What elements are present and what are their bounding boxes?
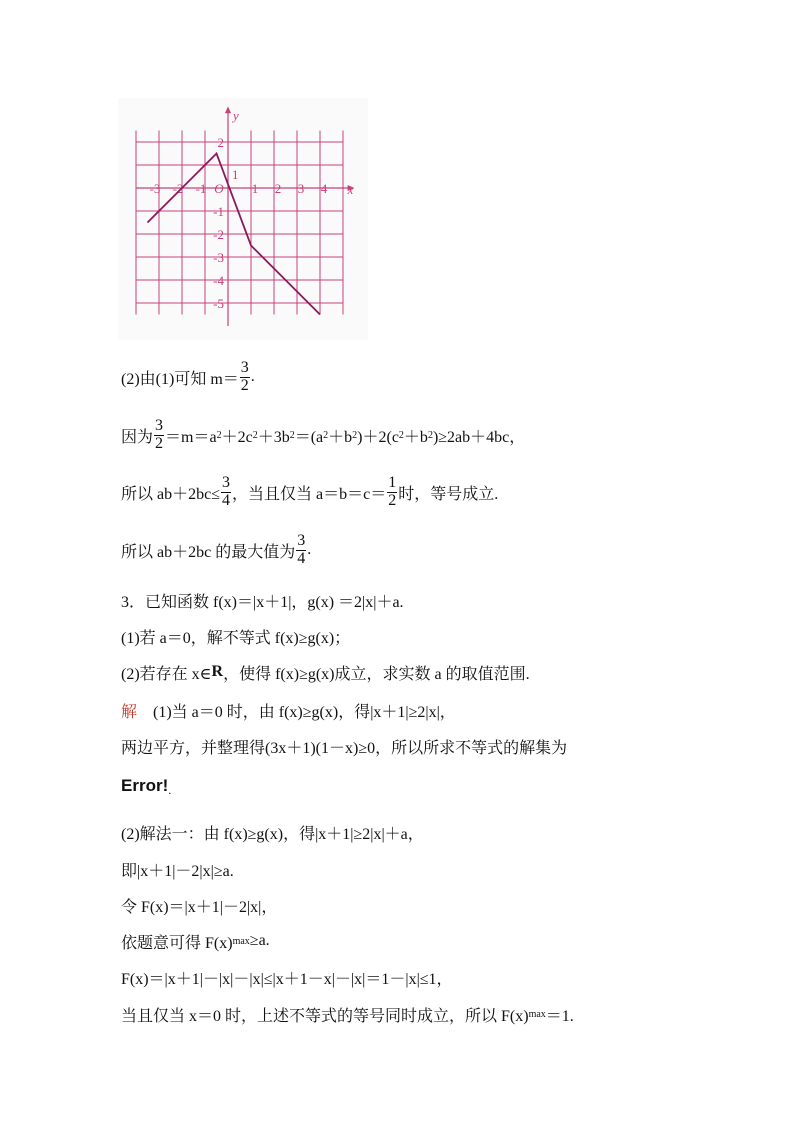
solution-step-equality [121,992,574,1036]
text: 依题意可得 F(x) [121,934,233,952]
fraction-three-halves [240,360,250,395]
y-tick-label: -5 [213,296,224,311]
fraction-three-quarters [221,475,231,510]
denominator: 2 [240,376,249,394]
numerator: 3 [297,531,306,549]
x-tick-label: -2 [172,181,184,196]
numerator: 3 [155,416,164,434]
text: ，使得 f(x)≥g(x)成立，求实数 a 的取值范围. [223,665,530,683]
text: . [168,782,172,797]
x-axis-label: x [347,182,354,197]
problem-3-part1: (1)若 a＝0，解不等式 f(x)≥g(x)； [121,629,351,647]
solution-squaring: 两边平方，并整理得(3x＋1)(1－x)≥0，所以所求不等式的解集为 [121,739,568,757]
fraction-three-halves [154,418,164,453]
y-tick-label: -3 [213,250,224,265]
text: ＋b [328,428,353,446]
origin-label: O [214,181,224,196]
superscript: 2 [289,429,295,441]
y-tick-label: -1 [213,204,224,219]
superscript: 2 [216,429,222,441]
graph-background [118,98,368,340]
solution-step-ie: 即|x＋1|－2|x|≥a. [121,862,234,880]
solution-label: 解 [121,703,138,721]
line-so-inequality [121,470,498,514]
subscript-max: max [528,1008,546,1020]
y-tick-label: 2 [217,135,224,150]
solution-step-let: 令 F(x)＝|x＋1|－2|x|， [121,898,278,916]
y-tick-label: 1 [232,167,239,182]
solution-part2-method1: (2)解法一：由 f(x)≥g(x)，得|x＋1|≥2|x|＋a， [121,825,424,843]
x-tick-label: 1 [251,181,259,196]
text: )＋2(c [357,428,399,446]
fraction-three-quarters [296,533,306,568]
numerator: 1 [388,473,397,491]
numerator: 3 [240,358,249,376]
y-tick-label: -2 [213,227,224,242]
fraction-one-half [387,475,397,510]
y-tick-label: -4 [213,273,224,288]
text: )≥2ab＋4bc， [432,428,526,446]
text: ＋3b [257,428,290,446]
error-placeholder-line [121,764,171,808]
text: 所以 ab＋2bc≤ [121,485,220,503]
text: (2)若存在 x∈ [121,665,212,683]
text: ＋b [403,428,428,446]
error-text: Error! [121,776,169,795]
text: . [250,368,255,385]
text: 当且仅当 x＝0 时，上述不等式的等号同时成立，所以 F(x) [121,1007,529,1025]
line-because [121,413,525,457]
line-max-value [121,528,311,572]
text: 时，等号成立. [398,485,499,503]
text: ＝(a [294,428,324,446]
x-tick-label: 3 [297,181,305,196]
x-tick-label: -3 [149,181,161,196]
superscript: 2 [252,429,258,441]
text: (2)由(1)可知 m＝ [121,370,239,388]
text: ≥a. [249,932,270,949]
text: 因为 [121,428,154,446]
text: . [307,541,312,558]
text: ＝m＝a [165,428,217,446]
superscript: 2 [427,429,433,441]
subscript-max: max [232,935,250,947]
denominator: 2 [388,491,397,509]
text: 所以 ab＋2bc 的最大值为 [121,543,296,561]
text: ，当且仅当 a＝b＝c＝ [232,485,387,503]
text: ＝1. [545,1007,574,1025]
denominator: 2 [155,434,164,452]
superscript: 2 [352,429,358,441]
y-axis-label: y [233,107,239,123]
text: (1)当 a＝0 时，由 f(x)≥g(x)，得|x＋1|≥2|x|， [153,703,456,721]
superscript: 2 [398,429,404,441]
x-tick-label: 4 [320,181,328,196]
denominator: 4 [222,491,230,509]
piecewise-function-graph [118,98,368,340]
denominator: 4 [297,549,306,567]
x-tick-label: -1 [195,181,207,196]
text: ＋2c [221,428,253,446]
line-part2-intro [121,355,255,399]
solution-step-bound: F(x)＝|x＋1|－|x|－|x|≤|x＋1－x|－|x|＝1－|x|≤1， [121,970,453,988]
numerator: 3 [222,473,230,491]
real-numbers-symbol: R [211,663,224,680]
x-tick-label: 2 [274,181,282,196]
problem-3-statement: 3．已知函数 f(x)＝|x＋1|，g(x) ＝2|x|＋a. [121,593,404,611]
superscript: 2 [323,429,329,441]
